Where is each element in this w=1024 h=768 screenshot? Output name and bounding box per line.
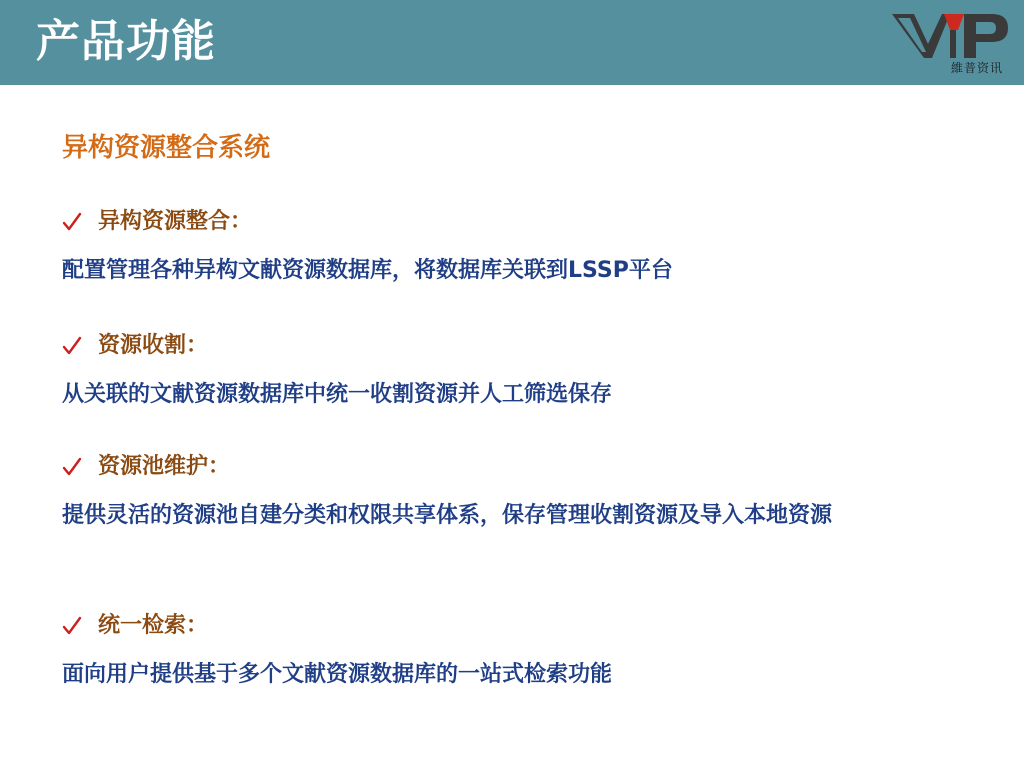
feature-heading: 统一检索： <box>98 613 209 638</box>
feature-heading: 资源收割： <box>98 333 209 358</box>
feature-heading-row <box>62 330 962 362</box>
check-icon <box>62 211 82 233</box>
page-title: 产品功能 <box>36 16 216 67</box>
feature-heading-row <box>62 206 962 238</box>
section-title: 异构资源整合系统 <box>62 133 271 163</box>
feature-heading-row <box>62 610 962 642</box>
feature-description: 配置管理各种异构文献资源数据库，将数据库关联到LSSP平台 <box>62 258 673 283</box>
feature-item <box>62 206 962 286</box>
check-icon <box>62 456 82 478</box>
logo-caption: 維普资讯 <box>950 61 1003 75</box>
feature-heading-row <box>62 451 962 483</box>
header-bar <box>0 0 1024 85</box>
feature-item <box>62 451 962 531</box>
feature-description: 面向用户提供基于多个文献资源数据库的一站式检索功能 <box>62 662 613 687</box>
vip-logo-icon <box>892 8 1012 64</box>
check-icon <box>62 335 82 357</box>
feature-item <box>62 610 962 690</box>
feature-description: 从关联的文献资源数据库中统一收割资源并人工筛选保存 <box>62 382 613 407</box>
feature-item <box>62 330 962 410</box>
feature-heading: 资源池维护： <box>98 454 231 479</box>
vip-logo <box>892 8 1012 78</box>
check-icon <box>62 615 82 637</box>
feature-description: 提供灵活的资源池自建分类和权限共享体系，保存管理收割资源及导入本地资源 <box>62 503 833 528</box>
feature-heading: 异构资源整合： <box>98 209 253 234</box>
